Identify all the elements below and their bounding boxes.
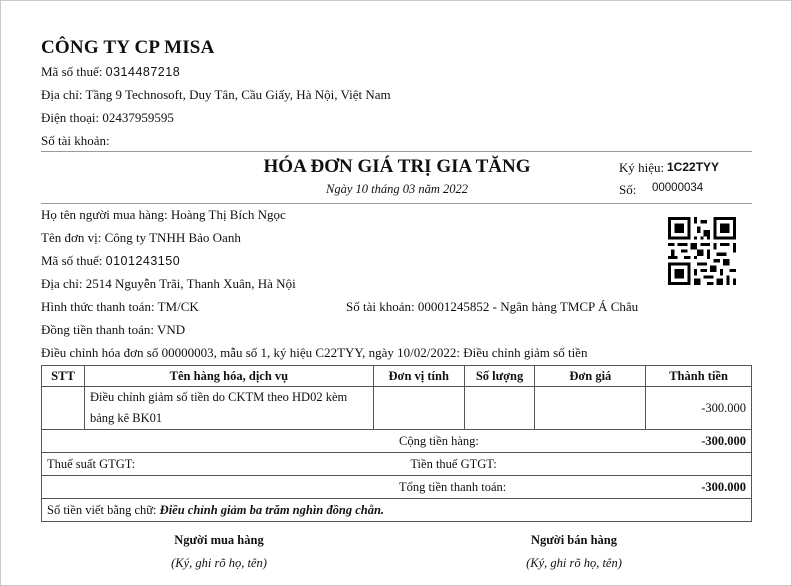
table-header-row (42, 366, 752, 387)
header-stt: STT (42, 366, 85, 387)
invoice-number: 00000034 (652, 182, 704, 194)
vat-row (42, 453, 752, 476)
row-unit (373, 387, 464, 430)
header-item-name: Tên hàng hóa, dịch vụ (84, 366, 373, 387)
seller-address-label: Địa chỉ: (41, 87, 83, 102)
table-row (42, 387, 752, 430)
buyer-account-row (346, 299, 638, 315)
buyer-account: 00001245852 - Ngân hàng TMCP Á Châu (417, 299, 639, 314)
adjustment-note: Điều chỉnh hóa đơn số 00000003, mẫu số 1, ký hiệu C22TYY, ngày 10/02/2022: Điều chỉnh giảm số tiền (41, 345, 588, 360)
buyer-signature-block (119, 533, 319, 571)
payment-method: TM/CK (157, 299, 199, 314)
seller-address-row (41, 87, 391, 103)
invoice-title: HÓA ĐƠN GIÁ TRỊ GIA TĂNG (263, 156, 531, 177)
subtotal-row (42, 430, 752, 453)
vat-amount-value (646, 453, 752, 476)
seller-phone-label: Điện thoại: (41, 110, 100, 125)
invoice-symbol: 1C22TYY (667, 160, 720, 174)
seller-signature-block (474, 533, 674, 571)
seller-tax-code-label: Mã số thuế: (41, 64, 103, 79)
header-quantity: Số lượng (464, 366, 535, 387)
buyer-name-label: Họ tên người mua hàng: (41, 207, 168, 222)
total-label: Tổng tiền thanh toán: (42, 476, 646, 499)
row-item-name-line2: bảng kê BK01 (89, 411, 163, 425)
items-table (41, 365, 752, 522)
vat-amount-label: Tiền thuế GTGT: (373, 453, 645, 476)
buyer-tax-code-row (41, 253, 180, 269)
total-value: -300.000 (646, 476, 752, 499)
buyer-tax-code-label: Mã số thuế: (41, 253, 103, 268)
seller-signature-note: (Ký, ghi rõ họ, tên) (526, 556, 622, 570)
currency-label: Đồng tiền thanh toán: (41, 322, 155, 337)
currency: VND (157, 322, 186, 337)
buyer-account-label: Số tài khoản: (346, 299, 415, 314)
invoice-date: Ngày 10 tháng 03 năm 2022 (325, 182, 468, 196)
payment-method-label: Hình thức thanh toán: (41, 299, 155, 314)
row-stt (42, 387, 85, 430)
amount-in-words (42, 499, 752, 522)
buyer-signature-title: Người mua hàng (174, 533, 264, 547)
header-unit: Đơn vị tính (373, 366, 464, 387)
seller-phone: 02437959595 (102, 110, 174, 125)
seller-account-row (41, 133, 110, 149)
amount-in-words-value: Điều chỉnh giảm ba trăm nghìn đồng chẵn. (159, 502, 385, 517)
buyer-tax-code: 0101243150 (105, 254, 181, 268)
buyer-address-label: Địa chỉ: (41, 276, 83, 291)
header-amount: Thành tiền (646, 366, 752, 387)
subtotal-value: -300.000 (646, 430, 752, 453)
currency-row (41, 322, 185, 338)
invoice-number-label: Số: (619, 182, 637, 197)
buyer-unit-label: Tên đơn vị: (41, 230, 102, 245)
row-item-name (84, 387, 373, 430)
row-unit-price (535, 387, 646, 430)
invoice-symbol-label: Ký hiệu: (619, 160, 665, 175)
seller-signature-title: Người bán hàng (531, 533, 617, 547)
amount-in-words-row (42, 499, 752, 522)
total-row (42, 476, 752, 499)
seller-tax-code: 0314487218 (105, 65, 181, 79)
row-amount: -300.000 (646, 387, 752, 430)
row-quantity (464, 387, 535, 430)
amount-in-words-label: Số tiền viết bằng chữ: (47, 502, 157, 517)
seller-phone-row (41, 110, 174, 126)
buyer-unit-row (41, 230, 241, 246)
vat-rate-label: Thuế suất GTGT: (42, 453, 374, 476)
buyer-address-row (41, 276, 296, 292)
row-item-name-line1: Điều chỉnh giảm số tiền do CKTM theo HD02 kèm (89, 390, 348, 404)
buyer-address: 2514 Nguyễn Trãi, Thanh Xuân, Hà Nội (85, 276, 296, 291)
header-unit-price: Đơn giá (535, 366, 646, 387)
buyer-name-row (41, 207, 286, 223)
title-divider (41, 203, 752, 204)
company-name: CÔNG TY CP MISA (41, 37, 215, 58)
seller-account-label: Số tài khoản: (41, 133, 110, 148)
seller-tax-code-row (41, 64, 180, 80)
seller-address: Tầng 9 Technosoft, Duy Tân, Cầu Giấy, Hà Nội, Việt Nam (85, 87, 391, 102)
qr-code-icon (668, 217, 736, 285)
subtotal-label: Cộng tiền hàng: (42, 430, 646, 453)
buyer-unit: Công ty TNHH Bảo Oanh (104, 230, 241, 245)
payment-method-row (41, 299, 199, 315)
buyer-name: Hoàng Thị Bích Ngọc (170, 207, 286, 222)
header-divider (41, 151, 752, 152)
buyer-signature-note: (Ký, ghi rõ họ, tên) (171, 556, 267, 570)
